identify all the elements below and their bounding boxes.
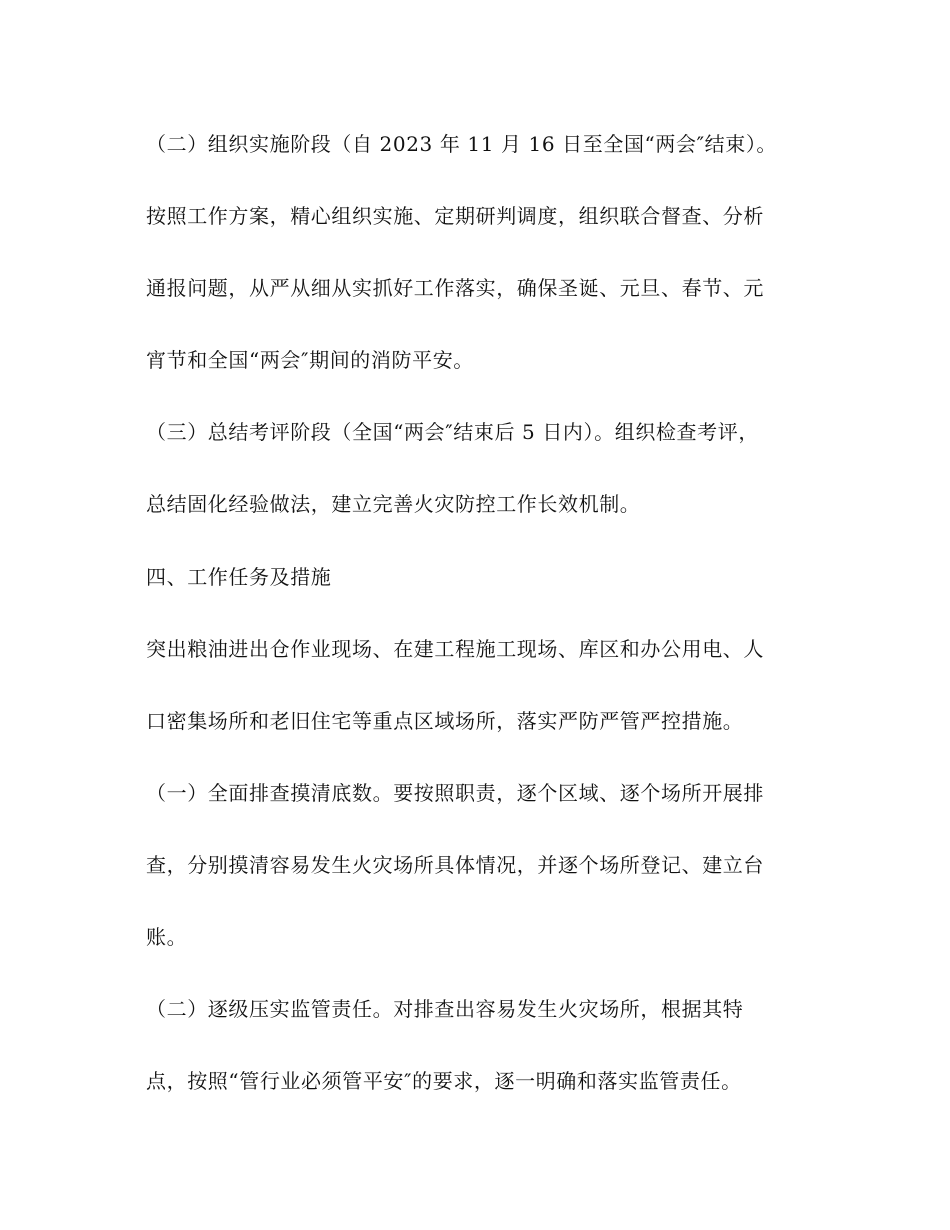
text-line-5: （三）总结考评阶段（全国“两会″结束后 5 日内）。组织检查考评， xyxy=(146,420,759,444)
text-line-12: 账。 xyxy=(146,925,188,949)
text-line-4: 宵节和全国“两会″期间的消防平安。 xyxy=(146,348,474,372)
text-line-8: 突出粮油进出仓作业现场、在建工程施工现场、库区和办公用电、人 xyxy=(146,637,764,661)
text-line-11: 查，分别摸清容易发生火灾场所具体情况，并逐个场所登记、建立台 xyxy=(146,853,764,877)
section-heading: 四、工作任务及措施 xyxy=(146,565,332,589)
text-line-2: 按照工作方案，精心组织实施、定期研判调度，组织联合督查、分析 xyxy=(146,204,764,228)
text-line-9: 口密集场所和老旧住宅等重点区域场所，落实严防严管严控措施。 xyxy=(146,709,744,733)
text-line-3: 通报问题，从严从细从实抓好工作落实，确保圣诞、元旦、春节、元 xyxy=(146,276,764,300)
text-line-10: （一）全面排查摸清底数。要按照职责，逐个区域、逐个场所开展排 xyxy=(146,781,764,805)
text-line-14: 点，按照“管行业必须管平安″的要求，逐一明确和落实监管责任。 xyxy=(146,1069,742,1093)
text-line-6: 总结固化经验做法，建立完善火灾防控工作长效机制。 xyxy=(146,492,641,516)
text-line-13: （二）逐级压实监管责任。对排查出容易发生火灾场所，根据其特 xyxy=(146,997,744,1021)
text-line-1: （二）组织实施阶段（自 2023 年 11 月 16 日至全国“两会″结束）。 xyxy=(146,132,778,156)
